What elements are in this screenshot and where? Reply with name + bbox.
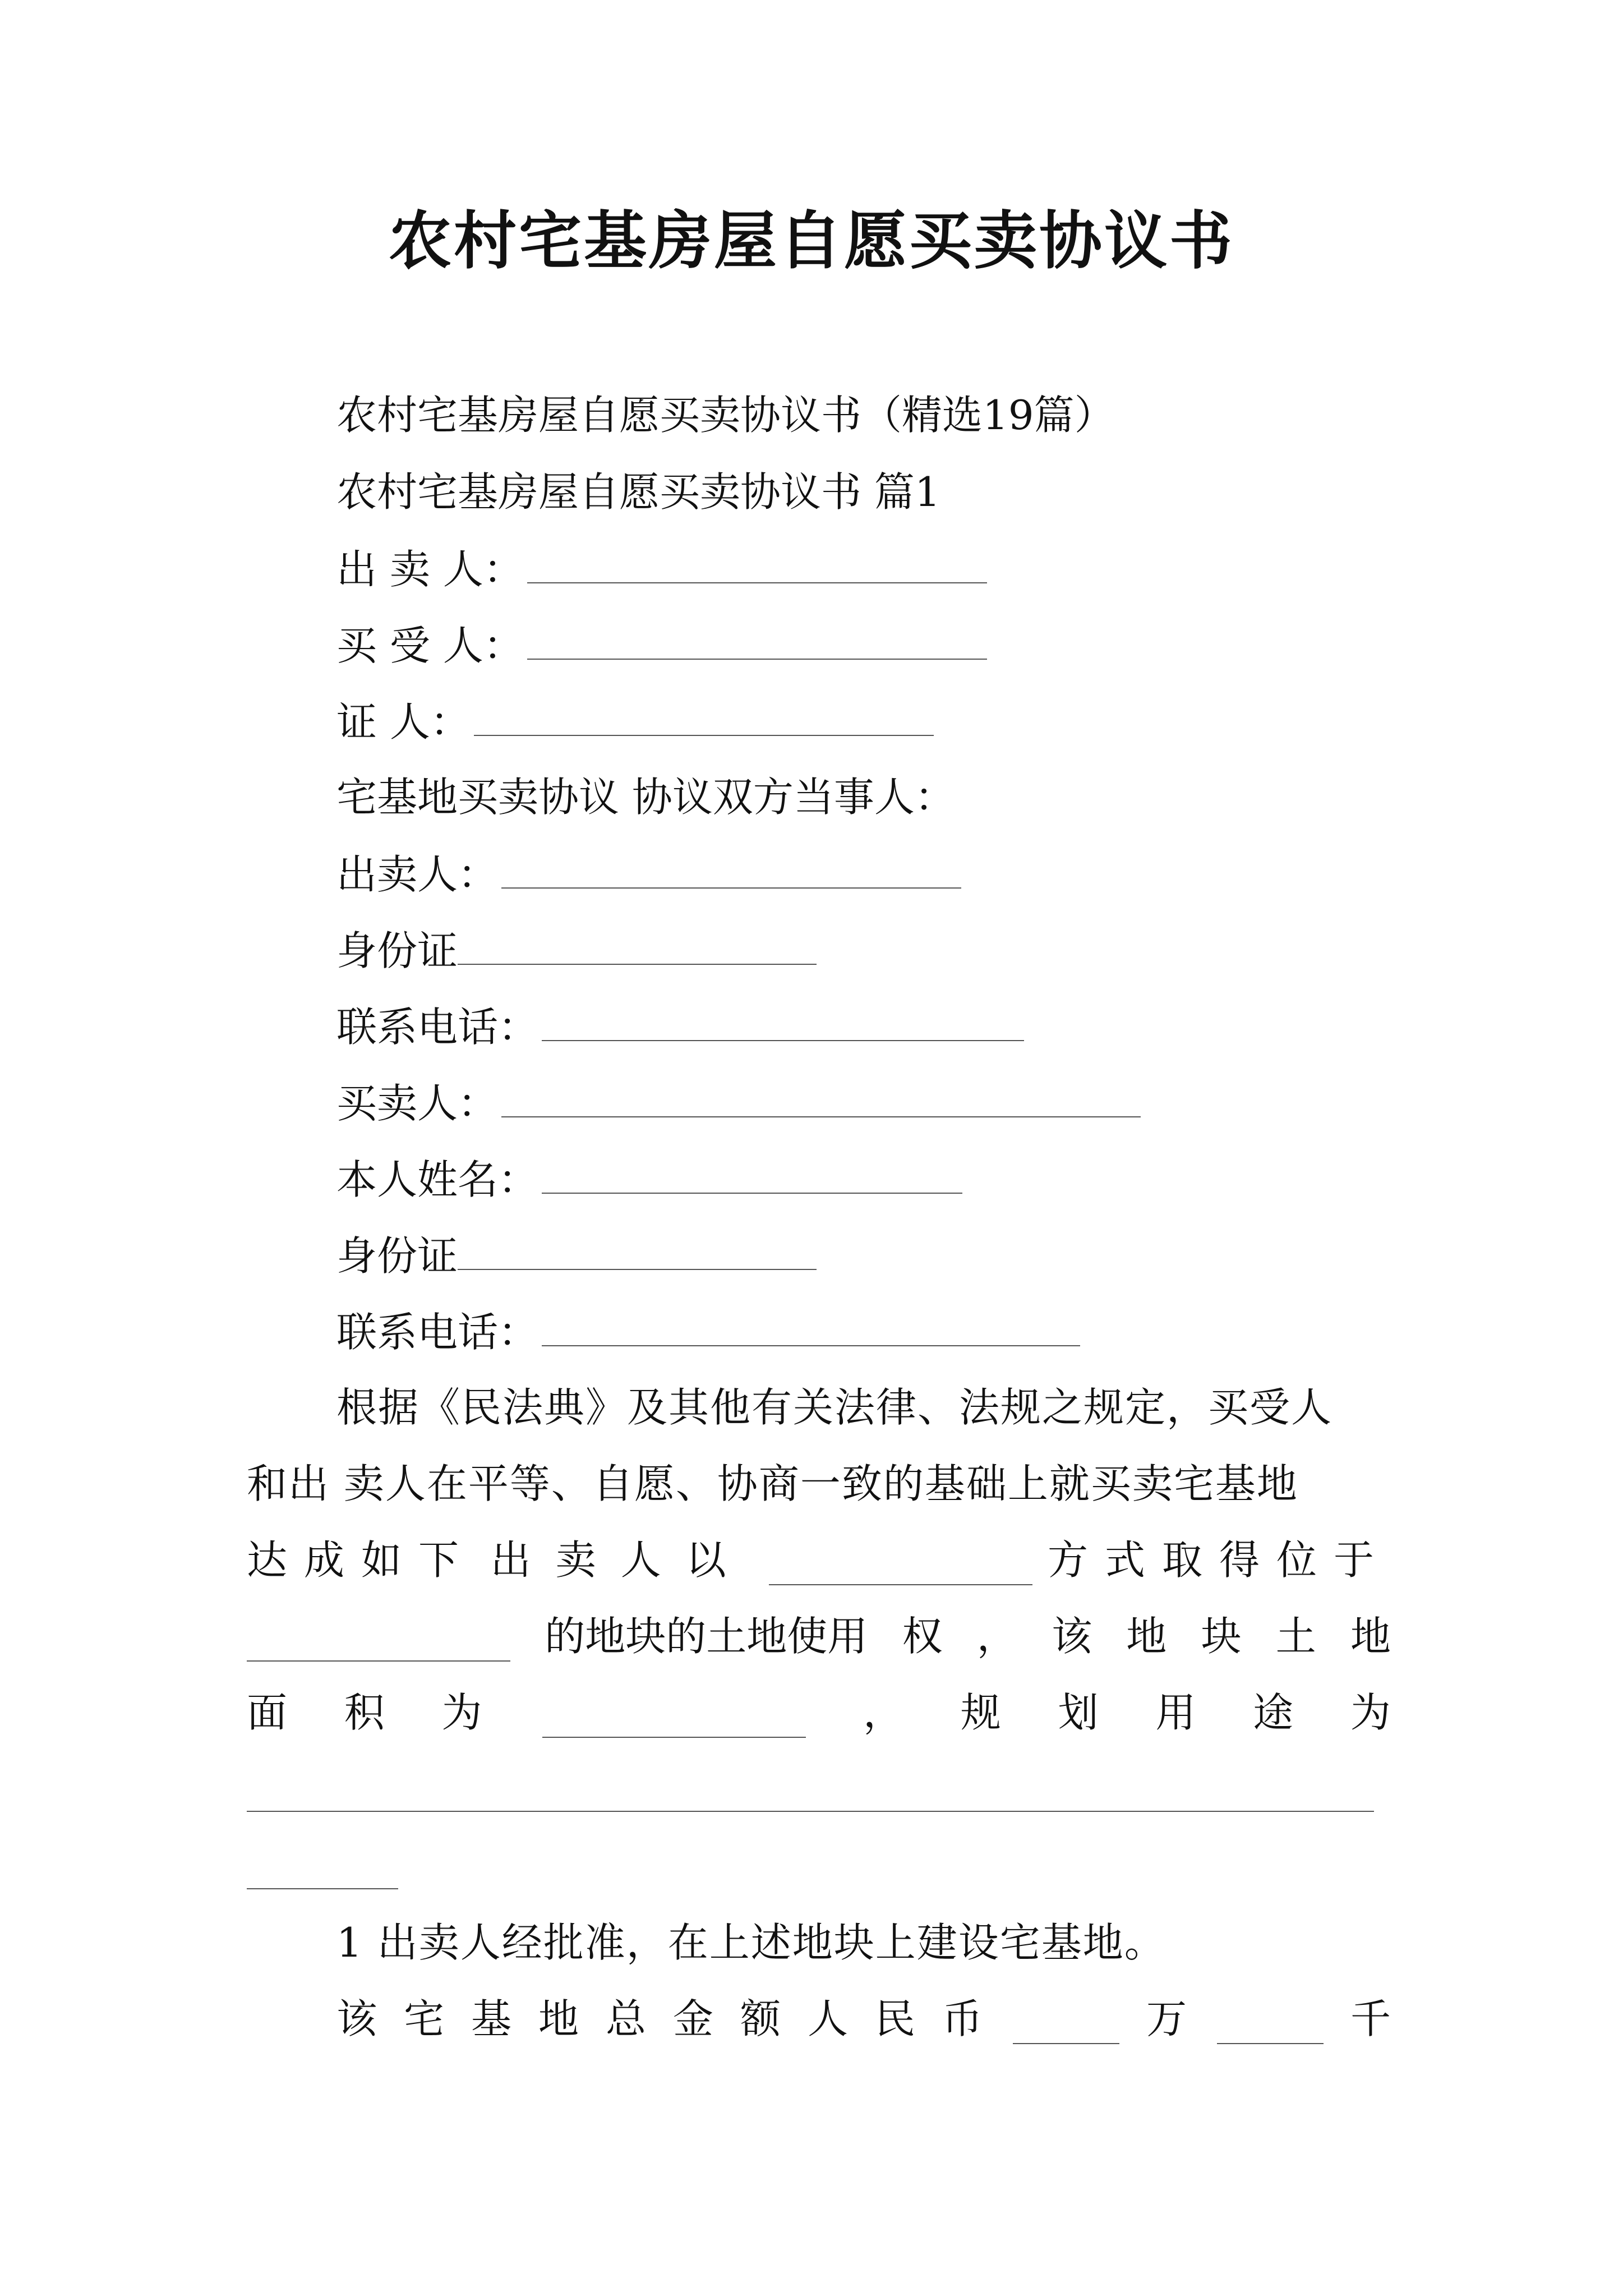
total-amount-char: 民 <box>875 1995 916 2042</box>
para1-line4-g: 土 <box>1275 1613 1316 1660</box>
total-amount-char: 该 <box>336 1995 377 2042</box>
buyer-id-field <box>336 1230 817 1281</box>
seller-id-label: 身份证 <box>336 927 458 974</box>
own-name-label: 本人姓名： <box>336 1156 539 1203</box>
buyer-phone-blank[interactable] <box>542 1306 1080 1346</box>
trader-label: 买卖人： <box>336 1080 499 1127</box>
buyer-field <box>336 619 987 671</box>
total-amount-char: 地 <box>538 1995 579 2042</box>
total-amount-line <box>336 1994 1391 2044</box>
para1-line3-b: 出卖人以 <box>490 1536 751 1584</box>
own-name-blank[interactable] <box>542 1153 962 1194</box>
buyer-id-blank[interactable] <box>458 1230 817 1270</box>
para1-line4-b: 权 <box>902 1613 943 1660</box>
para1-line4-d: 该 <box>1051 1613 1092 1660</box>
total-amount-char: 人 <box>808 1995 849 2042</box>
total-amount-char: 币 <box>942 1995 983 2042</box>
para1-line4-a: 的地块的土地使用 <box>545 1613 868 1660</box>
para1-line1: 根据《民法典》及其他有关法律、法规之规定，买受人 <box>336 1384 1333 1431</box>
para1-line5-char: 积 <box>344 1689 385 1736</box>
para1-line5-char: ， <box>863 1689 904 1736</box>
seller-label: 出 卖 人： <box>336 546 524 593</box>
total-amount-char: 金 <box>673 1995 714 2042</box>
witness-label: 证 人： <box>336 698 471 746</box>
witness-blank[interactable] <box>474 696 934 736</box>
parties-heading: 宅基地买卖协议 协议双方当事人： <box>336 774 955 821</box>
seller-field <box>336 543 987 595</box>
trader-field <box>336 1077 1141 1129</box>
para1-line4-h: 地 <box>1350 1613 1391 1660</box>
seller-phone-blank[interactable] <box>542 1001 1024 1041</box>
own-name-field <box>336 1153 962 1205</box>
para1-line5-char: 途 <box>1253 1689 1294 1736</box>
amount-qian-blank[interactable] <box>1217 2004 1324 2044</box>
buyer-blank[interactable] <box>527 619 987 660</box>
total-amount-char: 基 <box>471 1995 512 2042</box>
total-amount-char: 总 <box>606 1995 647 2042</box>
para1-line2: 和出 卖人在平等、自愿、协商一致的基础上就买卖宅基地 <box>247 1460 1298 1507</box>
land-use-blank[interactable] <box>247 1811 1374 1812</box>
document-subtitle: 农村宅基房屋自愿买卖协议书（精选19篇） <box>336 392 1115 439</box>
buyer-id-label: 身份证 <box>336 1232 458 1280</box>
para1-line5-char: 为 <box>441 1689 482 1736</box>
amount-wan-blank[interactable] <box>1013 2004 1119 2044</box>
seller-name-blank[interactable] <box>501 848 961 889</box>
para1-line5-char: 用 <box>1155 1689 1196 1736</box>
unit-wan: 万 <box>1146 1995 1187 2042</box>
land-area-blank[interactable] <box>542 1697 806 1738</box>
para1-line5-char: 面 <box>247 1689 288 1736</box>
seller-id-field <box>336 924 817 976</box>
seller-name-label: 出卖人： <box>336 851 499 898</box>
para1-line4-c: ， <box>976 1613 1017 1660</box>
seller-phone-label: 联系电话： <box>336 1004 539 1051</box>
unit-qian: 千 <box>1350 1995 1391 2042</box>
para1-line4 <box>247 1611 1391 1662</box>
item1-text: 1 出卖人经批准，在上述地块上建设宅基地。 <box>336 1919 1166 1966</box>
seller-blank[interactable] <box>527 543 987 583</box>
para1-line3 <box>247 1535 1391 1585</box>
document-title: 农村宅基房屋自愿买卖协议书 <box>389 204 1234 278</box>
buyer-label: 买 受 人： <box>336 622 524 669</box>
para1-line5-char: 划 <box>1058 1689 1099 1736</box>
acquire-method-blank[interactable] <box>769 1545 1032 1585</box>
buyer-phone-field <box>336 1306 1080 1358</box>
total-amount-char: 宅 <box>404 1995 445 2042</box>
location-blank[interactable] <box>247 1621 510 1662</box>
para1-line3-c: 方式取得位于 <box>1047 1536 1391 1584</box>
para1-line4-f: 块 <box>1201 1613 1242 1660</box>
para1-line5-char: 规 <box>960 1689 1001 1736</box>
para1-line3-a: 达成如下 <box>247 1536 476 1584</box>
land-use-blank-continued[interactable] <box>247 1888 398 1889</box>
seller-phone-field <box>336 1001 1024 1052</box>
para1-line4-e: 地 <box>1126 1613 1167 1660</box>
section-heading: 农村宅基房屋自愿买卖协议书 篇1 <box>336 468 940 516</box>
seller-id-blank[interactable] <box>458 924 817 965</box>
para1-line5 <box>247 1687 1391 1738</box>
witness-field <box>336 696 934 747</box>
para1-line5-char: 为 <box>1350 1689 1391 1736</box>
trader-blank[interactable] <box>501 1077 1141 1117</box>
total-amount-char: 额 <box>740 1995 781 2042</box>
seller-name-field <box>336 848 961 900</box>
buyer-phone-label: 联系电话： <box>336 1309 539 1356</box>
